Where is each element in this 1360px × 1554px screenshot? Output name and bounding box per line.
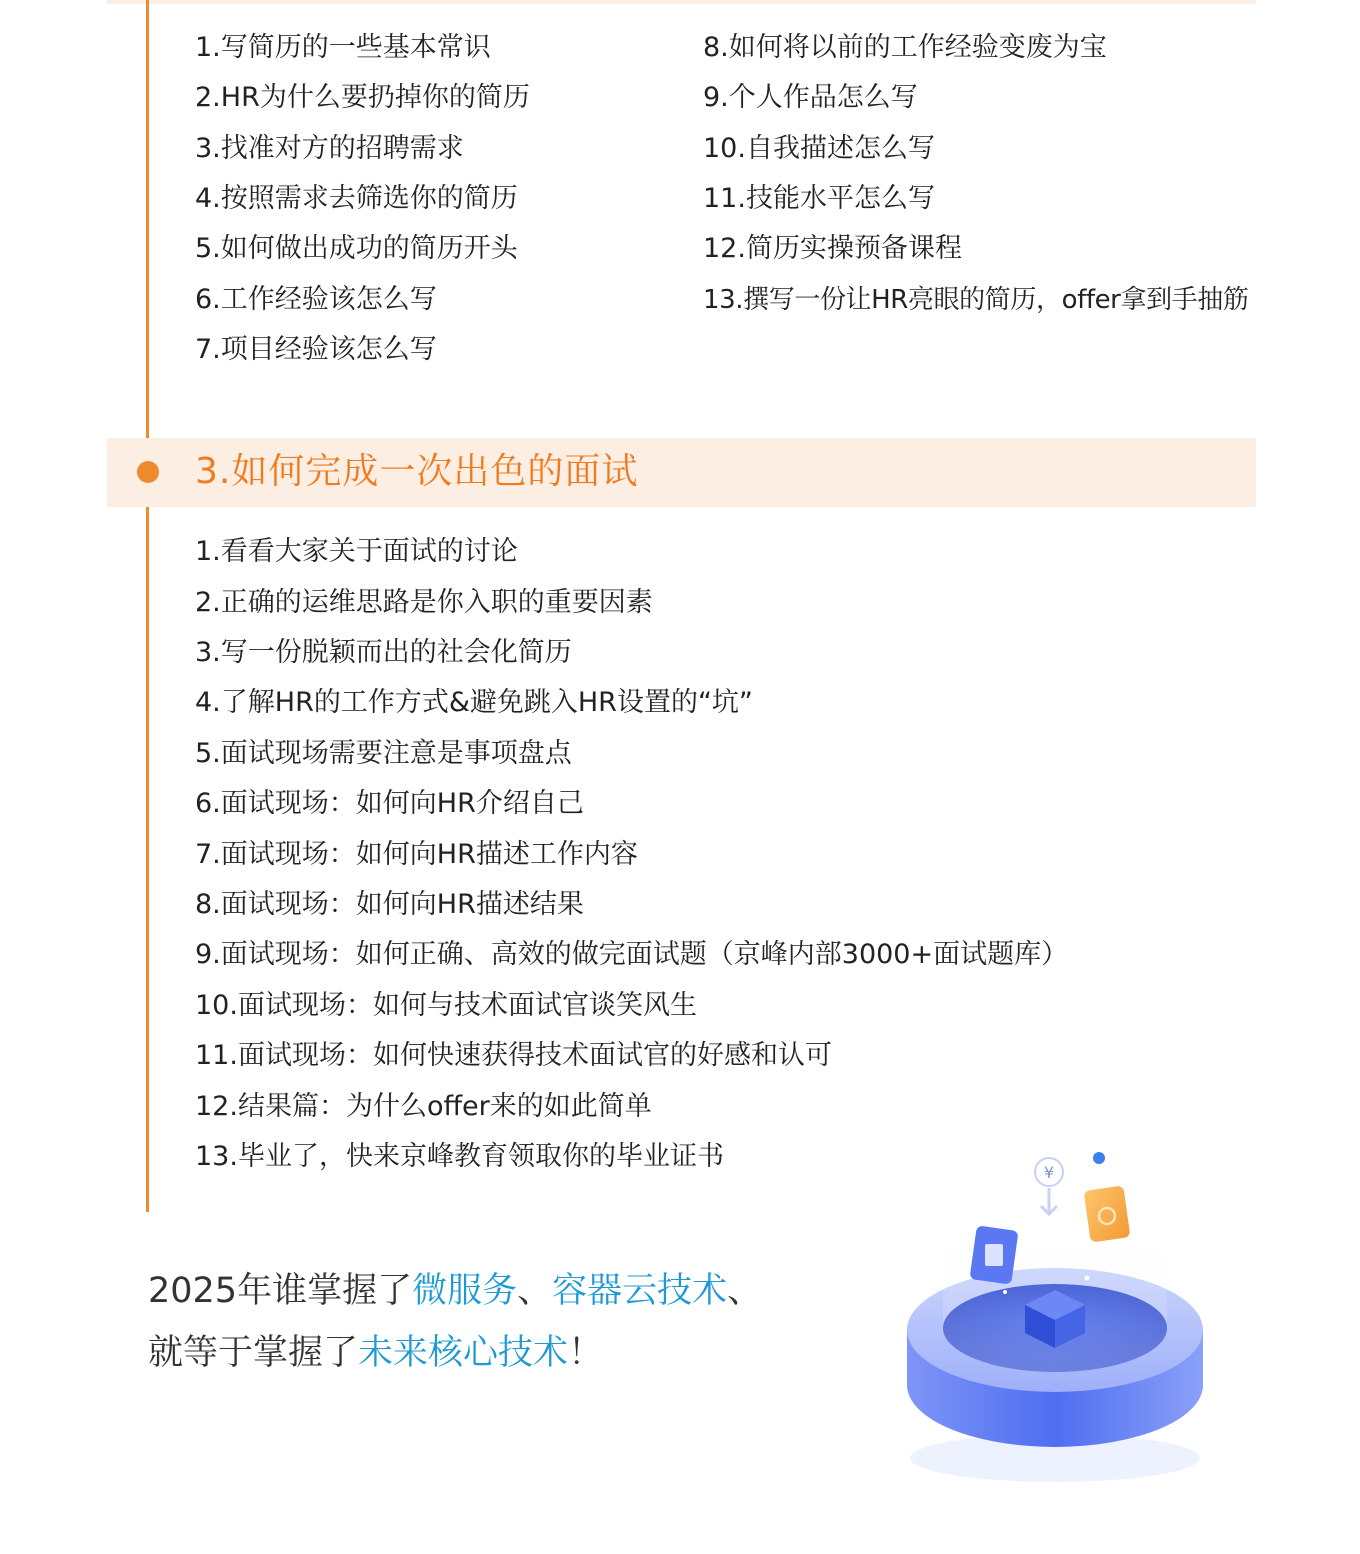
cloud-platform-illustration bbox=[895, 1140, 1215, 1490]
slogan-highlight: 微服务 bbox=[412, 1271, 518, 1311]
list-item: 1.看看大家关于面试的讨论 bbox=[195, 536, 518, 567]
document-card-icon bbox=[969, 1225, 1018, 1284]
list-item: 9.面试现场：如何正确、高效的做完面试题（京峰内部3000+面试题库） bbox=[195, 939, 1069, 970]
yen-coin-icon bbox=[1035, 1158, 1063, 1214]
yen-symbol: ¥ bbox=[1043, 1163, 1055, 1182]
list-item: 4.按照需求去筛选你的简历 bbox=[195, 183, 518, 214]
slogan-highlight: 未来核心技术 bbox=[358, 1333, 569, 1373]
timeline-dot bbox=[137, 461, 159, 483]
list-item: 8.如何将以前的工作经验变废为宝 bbox=[703, 32, 1107, 63]
list-item: 7.项目经验该怎么写 bbox=[195, 334, 437, 365]
sparkle bbox=[1003, 1290, 1007, 1294]
list-item: 13.撰写一份让HR亮眼的简历，offer拿到手抽筋 bbox=[703, 285, 1249, 315]
slogan-text: 、 bbox=[727, 1271, 763, 1311]
timeline-line bbox=[146, 0, 149, 1212]
slogan-line-1 bbox=[148, 1268, 762, 1314]
list-item: 8.面试现场：如何向HR描述结果 bbox=[195, 889, 584, 920]
list-item: 1.写简历的一些基本常识 bbox=[195, 32, 491, 63]
slogan-text: 就等于掌握了 bbox=[148, 1333, 359, 1373]
accent-dot bbox=[1093, 1152, 1105, 1164]
list-item: 5.如何做出成功的简历开头 bbox=[195, 233, 518, 264]
slogan-text: ！ bbox=[568, 1333, 604, 1373]
list-item: 12.简历实操预备课程 bbox=[703, 233, 962, 264]
top-banner-strip bbox=[107, 0, 1256, 4]
list-item: 11.技能水平怎么写 bbox=[703, 183, 935, 214]
slogan-text: 、 bbox=[517, 1271, 553, 1311]
list-item: 6.工作经验该怎么写 bbox=[195, 284, 437, 315]
list-item: 10.自我描述怎么写 bbox=[703, 133, 935, 164]
slogan-text: 2025年谁掌握了 bbox=[148, 1271, 413, 1311]
sparkle bbox=[1085, 1276, 1090, 1281]
list-item: 3.找准对方的招聘需求 bbox=[195, 133, 464, 164]
section-title: 3.如何完成一次出色的面试 bbox=[195, 451, 639, 492]
list-item: 11.面试现场：如何快速获得技术面试官的好感和认可 bbox=[195, 1040, 832, 1071]
list-item: 4.了解HR的工作方式&避免跳入HR设置的“坑” bbox=[195, 687, 753, 718]
list-item: 2.正确的运维思路是你入职的重要因素 bbox=[195, 587, 653, 618]
slogan-line-2 bbox=[148, 1330, 603, 1376]
list-item: 13.毕业了，快来京峰教育领取你的毕业证书 bbox=[195, 1141, 724, 1172]
list-item: 9.个人作品怎么写 bbox=[703, 82, 918, 113]
list-item: 2.HR为什么要扔掉你的简历 bbox=[195, 82, 530, 113]
slogan-highlight: 容器云技术 bbox=[552, 1271, 728, 1311]
gear-card-icon bbox=[1084, 1185, 1131, 1242]
list-item: 3.写一份脱颖而出的社会化简历 bbox=[195, 637, 572, 668]
list-item: 5.面试现场需要注意是事项盘点 bbox=[195, 738, 572, 769]
list-item: 12.结果篇：为什么offer来的如此简单 bbox=[195, 1091, 652, 1122]
list-item: 6.面试现场：如何向HR介绍自己 bbox=[195, 788, 584, 819]
list-item: 10.面试现场：如何与技术面试官谈笑风生 bbox=[195, 990, 697, 1021]
list-item: 7.面试现场：如何向HR描述工作内容 bbox=[195, 839, 638, 870]
